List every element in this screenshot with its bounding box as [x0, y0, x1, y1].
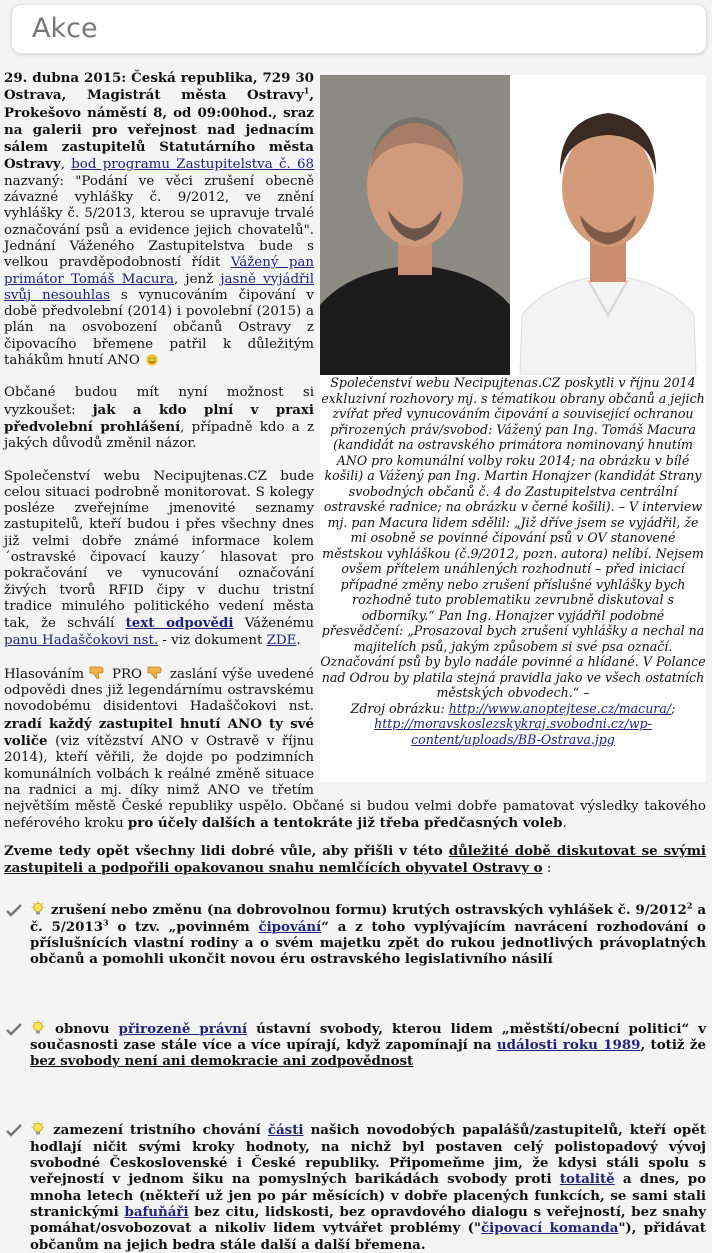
list-item: obnovu přirozeně právní ústavní svobody, kterou lidem „městští/obecní politici“ v současnosti zase stále více a více upírají, když zapomínají na události roku 1989, totiž že bez svobody není ani demokracie ani zodpovědnost	[4, 1020, 706, 1070]
photo-honajzer	[320, 75, 510, 375]
bafunari-link[interactable]: bafuňáři	[124, 1203, 189, 1220]
photo-macura	[510, 75, 706, 375]
event-date: 29. dubna 2015: Česká republika, 729 30 Ostrava, Magistrát města Ostravy	[4, 70, 314, 104]
paragraph-monitoring: Společenství webu Necipujtenas.CZ bude celou situaci podrobně monitorovat. S kolegy posléze zveřejníme jmenovité seznamy zastupitelů, kteří budou i přes všechny dnes již velmi dobře známé informace kolem ´ostravské čipovací kauzy´ hlasovat pro pokračování ve vynucování označování živých tvorů RFID čipy v duchu tristní tradice minulého politického vedení města tak, že schválí text odpovědi Váženému panu Hadaščokovi nst. - viz dokument ZDE.	[4, 468, 314, 648]
cipovaci-komanda-link[interactable]: čipovací komanda	[481, 1220, 619, 1237]
photo-figure	[320, 75, 706, 782]
totalite-link[interactable]: totalitě	[559, 1171, 615, 1188]
caption-source-label: Zdroj obrázku:	[350, 700, 449, 716]
checkmark-icon	[4, 903, 24, 919]
article-content	[4, 70, 706, 1253]
list-item: zamezení tristního chování části našich novodobých papalášů/zastupitelů, kteří opět hodlají ničit svými kroky hodnoty, na nichž byl postaven celý polistopadový vývoj svobodné Československé i České republiky. Připomeňme jim, že kdysi stáli spolu s veřejností v jednom šiku na pomyslných barikádách svobody proti totalitě a dnes, po mnoha letech (někteří už jen po pár měsících) v dobře placených funkcích, se sami stali stranickými bafuňáři bez citu, lidskosti, bez opravdového dialogu s veřejností, bez snahy pomáhat/osvobozovat a nikoliv lidem vytvářet problémy ("čipovací komanda"), přidávat občanům na jejich bedra stále další a další břemena.	[4, 1121, 706, 1252]
list-item: zrušení nebo změnu (na dobrovolnou formu) krutých ostravských vyhlášek č. 9/2012$^2$ a č. 5/2013$^3$ o tzv. „povinném čipování“ a z toho vyplývajícím navrácení rozhodování o příslušnících vlastní rodiny a o svém majetku zpět do rukou jednotlivých právoplatných občanů a pomohli ukončit novou éru ostravského legislativního násilí	[4, 901, 706, 967]
page-header	[11, 4, 707, 54]
page-title: Akce	[32, 13, 98, 44]
source-link-svobodni[interactable]: http://moravskoslezskykraj.svobodni.cz/wp-content/uploads/BB-Ostrava.jpg	[374, 716, 652, 747]
casti-link[interactable]: části	[267, 1122, 304, 1139]
thumb-down-icon	[89, 665, 107, 679]
pro-label: PRO	[111, 666, 143, 682]
checkmark-icon	[4, 1022, 24, 1038]
caption-text: Společenství webu Necipujtenas.CZ poskytli v říjnu 2014 exkluzivní rozhovory mj. s tématikou obrany občanů a jejich zvířat před vynucováním čipování a související ochranou přirozených práv/svobod: Vážený pan Ing. Tomáš Macura (kandidát na ostravského primátora nominovaný hnutím ANO pro komunální volby roku 2014; na obrázku v bílé košili) a Vážený pan Ing. Martin Honajzer (kandidát Strany svobodných občanů č. 4 do Zastupitelstva centrální ostravské radnice; na obrázku v černé košili). – V interview mj. pan Macura lidem sdělil: „Již dříve jsem se vyjádřil, že mi osobně se povinné čipování psů v OV stanovené městskou vyhláškou (č.9/2012, pozn. autora) nelíbí. Nejsem ovšem přítelem unáhlených rozhodnutí – před iniciací případné změny nebo zrušení příslušné vyhlášky bych rozhodně tuto problematiku zevrubně diskutoval s odborníky.“ Pan Ing. Honajzer vyjádřil podobné přesvědčení: „Prosazoval bych zrušení vyhlášky a nechal na majitelích psů, jakým způsobem si své psa označí. Označování psů by bylo nadále povinné a hlídané. V Polance nad Odrou by platila stejná pravidla jako ve všech ostatních městských obvodech.“ –	[320, 375, 706, 700]
thumb-down-icon-2	[147, 665, 165, 679]
event-place: , Prokešovo náměstí 8, od 09:00hod., sraz na galerii pro veřejnost nad jednacím sálem zastupitelů Statutárního města Ostravy	[4, 87, 314, 173]
call-to-action: Zveme tedy opět všechny lidi dobré vůle, aby přišli v této důležité době diskutovat se svými zastupiteli a podpořili opakovanou snahu nemlčících obyvatel Ostravy o :	[4, 842, 706, 877]
udalosti-1989-link[interactable]: události roku 1989	[496, 1036, 641, 1053]
odpoved-link[interactable]: text odpovědi	[125, 615, 234, 632]
photo-caption: Společenství webu Necipujtenas.CZ poskytli v říjnu 2014 exkluzivní rozhovory mj. s tématikou obrany občanů a jejich zvířat před vynucováním čipování a související ochranou přirozených práv/svobod: Vážený pan Ing. Tomáš Macura (kandidát na ostravského primátora nominovaný hnutím ANO pro komunální volby roku 2014; na obrázku v bílé košili) a Vážený pan Ing. Martin Honajzer (kandidát Strany svobodných občanů č. 4 do Zastupitelstva centrální ostravské radnice; na obrázku v černé košili). – V interview mj. pan Macura lidem sdělil: „Již dříve jsem se vyjádřil, že mi osobně se povinné čipování psů v OV stanovené městskou vyhláškou (č.9/2012, pozn. autora) nelíbí. Nejsem ovšem přítelem unáhlených rozhodnutí – před iniciací případné změny nebo zrušení příslušné vyhlášky bych rozhodně tuto problematiku zevrubně diskutoval s odborníky.“ Pan Ing. Honajzer vyjádřil podobné přesvědčení: „Prosazoval bych zrušení vyhlášky a nechal na majitelích psů, jakým způsobem si své psa označí. Označování psů by bylo nadále povinné a hlídané. V Polance nad Odrou by platila stejná pravidla jako ve všech ostatních městských obvodech.“ – Zdroj obrázku: http://www.anoptejtese.cz/macura/; http://moravskoslezskykraj.svobodni.cz/wp-content/uploads/BB-Ostrava.jpg	[320, 375, 706, 747]
document-zde-link[interactable]: ZDE	[266, 632, 297, 648]
intro-paragraph: 29. dubna 2015: Česká republika, 729 30 Ostrava, Magistrát města Ostravy$^1$, Prokešovo náměstí 8, od 09:00hod., sraz na galerii pro veřejnost nad jednacím sálem zastupitelů Statutárního města Ostravy, bod programu Zastupitelstva č. 68 nazvaný: "Podání ve věci zrušení obecně závazné vyhlášky č. 9/2012, ve znění vyhlášky č. 5/2013, kterou se upravuje trvalé označování psů a evidence jejich chovatelů". Jednání Váženého Zastupitelstva bude s velkou pravděpodobností řídit Vážený pan primátor Tomáš Macura, jenž jasně vyjádřil svůj nesouhlas s vynucováním čipování v době předvolební (2014) i povolební (2015) a plán na osvobození občanů Ostravy z čipovacího břemene patřil k důležitým tahákům hnutí ANO	[4, 70, 315, 369]
paragraph-voting: Hlasováním PRO zaslání výše uvedené odpovědi dnes již legendárnímu ostravskému novodobému disidentovi Hadaščokovi nst. zradí každý zastupitel hnutí ANO ty své voliče (viz vítězství ANO v Ostravě v říjnu 2014), kteří věřili, že dojde po podzimních komunálních volbách k reálné změně situace na radnici a mj. díky nimž ANO ve třetím největším městě České republiky uspělo. Občané si budou velmi dobře pamatovat výsledky takového neférového kroku pro účely dalších a tentokráte již třeba předčasných voleb.	[4, 666, 706, 832]
cipovani-link[interactable]: čipování	[258, 918, 322, 935]
source-link-anoptejtese[interactable]: http://www.anoptejtese.cz/macura/	[448, 700, 672, 716]
program-link[interactable]: bod programu Zastupitelstva č. 68	[71, 157, 315, 173]
lightbulb-icon	[30, 901, 46, 917]
hadascokova-link[interactable]: panu Hadaščokovi nst.	[4, 632, 159, 648]
smiley-wink-icon	[144, 353, 160, 367]
nesouhlas-link[interactable]: jasně vyjádřil svůj nesouhlas	[4, 271, 314, 303]
prirozene-pravni-link[interactable]: přirozeně právní	[118, 1020, 248, 1037]
lightbulb-icon	[30, 1020, 46, 1036]
paragraph-try: Občané budou mít nyní možnost si vyzkoušet: jak a kdo plní v praxi předvolební prohlášení, případně kdo a z jakých důvodů změnil názor.	[4, 385, 314, 452]
lightbulb-icon	[30, 1121, 46, 1137]
primator-link[interactable]: Vážený pan primátor Tomáš Macura	[4, 255, 314, 287]
checkmark-icon	[4, 1123, 24, 1139]
